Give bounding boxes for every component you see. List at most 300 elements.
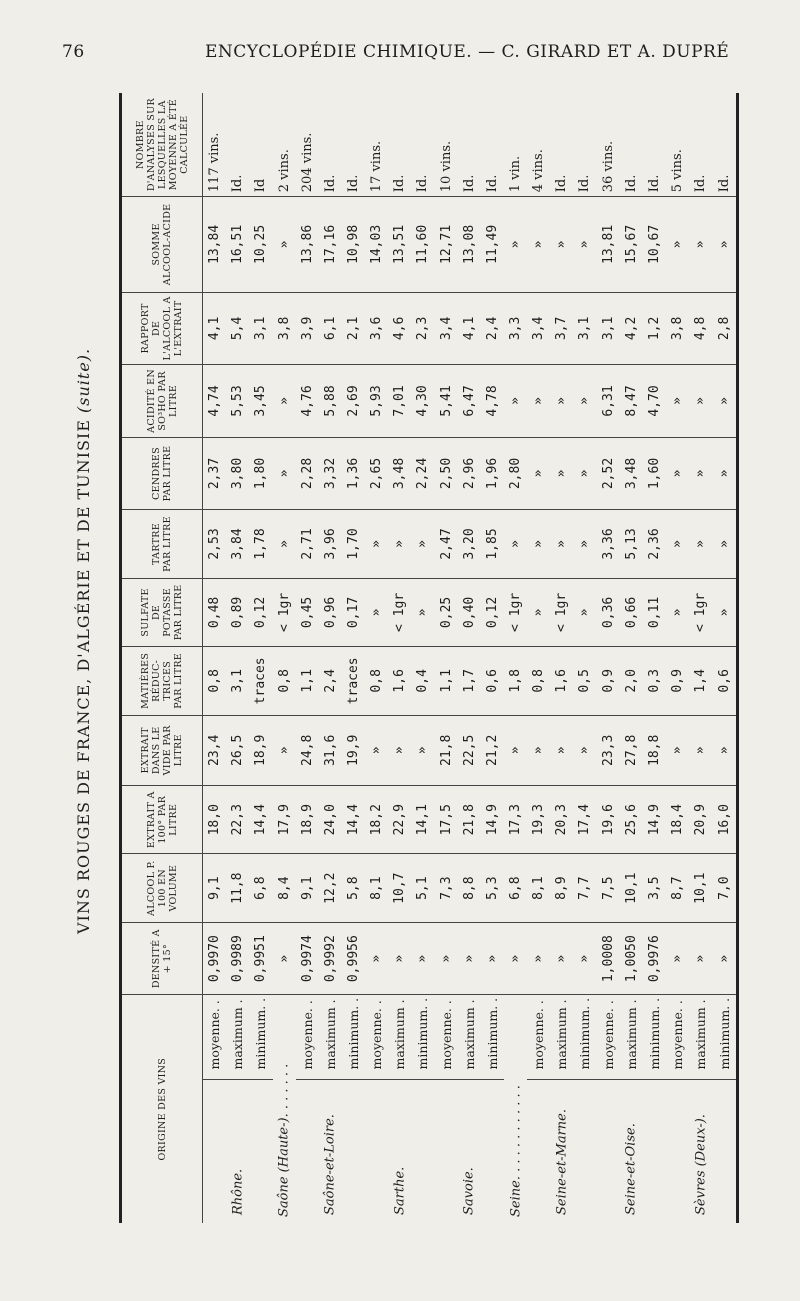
table-row [597,93,620,1223]
value-cell: 11,60 [411,197,434,292]
value-cell: 2,37 [203,437,227,510]
analysis-count-cell: 10 vins. [435,93,458,197]
value-cell: 3,48 [388,437,411,510]
value-cell: 5,93 [365,365,388,438]
statistic-label: moyenne. . [203,995,227,1080]
value-cell: 16,51 [226,197,249,292]
origin-name: Seine. . . . . . . . . . . . [508,1085,523,1217]
value-cell: » [573,437,596,510]
value-cell: 0,12 [481,578,504,646]
column-header: ALCOOL P. 100 EN VOLUME [121,854,203,922]
origin-name: Savoie. [461,1167,477,1215]
analysis-count-cell: Id [249,93,272,197]
value-cell: » [712,437,737,510]
value-cell: 31,6 [319,715,342,785]
value-cell: 2,36 [643,510,666,578]
value-cell: 0,11 [643,578,666,646]
table-row [388,93,411,1223]
statistic-label: moyenne. . [435,995,458,1080]
value-cell: » [411,578,434,646]
value-cell: 15,67 [620,197,643,292]
analysis-count-cell: Id. [620,93,643,197]
value-cell: » [550,922,573,995]
table-row [365,93,388,1223]
value-cell: » [504,510,527,578]
value-cell: 1,0050 [620,922,643,995]
analysis-count-cell: 17 vins. [365,93,388,197]
value-cell: 2,52 [597,437,620,510]
value-cell: 1,2 [643,292,666,365]
value-cell: traces [249,647,272,715]
value-cell: 7,0 [712,854,737,922]
value-cell: 7,01 [388,365,411,438]
value-cell: 19,9 [342,715,365,785]
value-cell: 6,8 [504,854,527,922]
value-cell: 0,8 [203,647,227,715]
value-cell: » [273,437,296,510]
statistic-label: moyenne. . [365,995,388,1080]
value-cell: 12,71 [435,197,458,292]
value-cell: 26,5 [226,715,249,785]
value-cell: 23,3 [597,715,620,785]
value-cell: 0,3 [643,647,666,715]
value-cell: 2,3 [411,292,434,365]
value-cell: 21,8 [435,715,458,785]
value-cell: » [666,437,689,510]
value-cell: 4,2 [620,292,643,365]
value-cell: 20,9 [689,786,712,854]
page-number: 76 [62,42,85,62]
value-cell: 0,36 [597,578,620,646]
value-cell: 8,7 [666,854,689,922]
value-cell: 4,1 [203,292,227,365]
value-cell: 3,96 [319,510,342,578]
value-cell: 22,3 [226,786,249,854]
value-cell: 0,9976 [643,922,666,995]
value-cell: 3,9 [296,292,319,365]
value-cell: 2,47 [435,510,458,578]
value-cell: 1,7 [458,647,481,715]
header-row [121,93,203,1223]
value-cell: 3,1 [226,647,249,715]
value-cell: » [527,365,550,438]
value-cell: 0,12 [249,578,272,646]
value-cell: 2,71 [296,510,319,578]
value-cell: 3,80 [226,437,249,510]
origin-cell [597,1080,666,1223]
table-title-suffix: (suite). [74,347,93,413]
value-cell: 0,45 [296,578,319,646]
table-title-main: VINS ROUGES DE FRANCE, D'ALGÉRIE ET DE TUNISIE [74,419,93,934]
value-cell: » [411,715,434,785]
analysis-count-cell: 204 vins. [296,93,319,197]
value-cell: 10,98 [342,197,365,292]
value-cell: 3,45 [249,365,272,438]
value-cell: » [712,922,737,995]
value-cell: 0,89 [226,578,249,646]
value-cell: 1,8 [504,647,527,715]
column-header: EXTRAIT DANS LE VIDE PAR LITRE [121,715,203,785]
value-cell: 3,5 [643,854,666,922]
value-cell: 0,9992 [319,922,342,995]
table-row [712,93,737,1223]
table-row [481,93,504,1223]
value-cell: 2,8 [712,292,737,365]
statistic-label: maximum . [620,995,643,1080]
value-cell: » [273,715,296,785]
value-cell: 8,1 [527,854,550,922]
value-cell: 17,16 [319,197,342,292]
value-cell: » [273,922,296,995]
value-cell: » [666,365,689,438]
value-cell: 18,4 [666,786,689,854]
value-cell: 7,5 [597,854,620,922]
value-cell: » [712,578,737,646]
value-cell: » [411,510,434,578]
value-cell: 8,8 [458,854,481,922]
value-cell: 4,30 [411,365,434,438]
value-cell: » [573,922,596,995]
origin-cell [527,1080,596,1223]
wine-analysis-table-frame [119,93,739,1223]
value-cell: 18,9 [249,715,272,785]
value-cell: » [365,922,388,995]
value-cell: 11,49 [481,197,504,292]
value-cell: » [689,715,712,785]
value-cell: » [527,437,550,510]
value-cell: 1,96 [481,437,504,510]
value-cell: 0,4 [411,647,434,715]
value-cell: 20,3 [550,786,573,854]
value-cell: » [550,365,573,438]
value-cell: 8,9 [550,854,573,922]
value-cell: 5,13 [620,510,643,578]
column-header: MATIÈRES RÉDUC-TRICES PAR LITRE [121,647,203,715]
value-cell: 1,78 [249,510,272,578]
value-cell: 19,3 [527,786,550,854]
statistic-label: maximum . [458,995,481,1080]
value-cell: » [550,437,573,510]
value-cell: 0,66 [620,578,643,646]
statistic-label: maximum . [319,995,342,1080]
value-cell: » [388,922,411,995]
table-row [620,93,643,1223]
value-cell: » [388,715,411,785]
table-row [273,93,296,1223]
value-cell: < 1gr [504,578,527,646]
table-row [226,93,249,1223]
table-row [203,93,227,1223]
value-cell: 3,8 [666,292,689,365]
value-cell: 0,17 [342,578,365,646]
statistic-label: minimum. . [249,995,272,1080]
table-row [666,93,689,1223]
origin-cell [504,995,527,1223]
column-header: CENDRES PAR LITRE [121,437,203,510]
value-cell: 5,4 [226,292,249,365]
value-cell: 16,0 [712,786,737,854]
running-title: ENCYCLOPÉDIE CHIMIQUE. — C. GIRARD ET A. DUPRÉ [205,42,730,62]
value-cell: 6,47 [458,365,481,438]
value-cell: 1,6 [550,647,573,715]
value-cell: 4,78 [481,365,504,438]
value-cell: » [689,197,712,292]
column-header: SOMME ALCOOL-ACIDE [121,197,203,292]
analysis-count-cell: 2 vins. [273,93,296,197]
value-cell: » [273,510,296,578]
value-cell: » [365,578,388,646]
value-cell: 2,0 [620,647,643,715]
value-cell: » [504,922,527,995]
analysis-count-cell: Id. [226,93,249,197]
value-cell: 5,53 [226,365,249,438]
table-row [296,93,319,1223]
statistic-label: minimum. . [643,995,666,1080]
value-cell: 2,24 [411,437,434,510]
value-cell: 1,80 [249,437,272,510]
value-cell: » [458,922,481,995]
value-cell: » [689,510,712,578]
value-cell: » [388,510,411,578]
value-cell: 2,1 [342,292,365,365]
value-cell: » [411,922,434,995]
table-row [458,93,481,1223]
wine-analysis-table [119,93,739,1223]
value-cell: 1,1 [435,647,458,715]
value-cell: 13,84 [203,197,227,292]
value-cell: » [273,365,296,438]
table-row [643,93,666,1223]
value-cell: 17,9 [273,786,296,854]
column-header: ORIGINE DES VINS [121,995,203,1223]
value-cell: » [666,197,689,292]
value-cell: 17,3 [504,786,527,854]
value-cell: » [573,510,596,578]
table-row [411,93,434,1223]
value-cell: » [712,197,737,292]
value-cell: 2,4 [481,292,504,365]
table-row [504,93,527,1223]
value-cell: 18,9 [296,786,319,854]
value-cell: 4,74 [203,365,227,438]
value-cell: » [504,197,527,292]
statistic-label: moyenne. . [666,995,689,1080]
table-row [319,93,342,1223]
column-header: ACIDITÉ EN SO³HO PAR LITRE [121,365,203,438]
value-cell: < 1gr [388,578,411,646]
value-cell: 5,8 [342,854,365,922]
value-cell: 2,50 [435,437,458,510]
value-cell: 3,84 [226,510,249,578]
value-cell: 10,25 [249,197,272,292]
value-cell: 0,48 [203,578,227,646]
origin-name: Seine-et-Marne. [554,1109,570,1215]
analysis-count-cell: 36 vins. [597,93,620,197]
value-cell: » [435,922,458,995]
value-cell: 1,0008 [597,922,620,995]
analysis-count-cell: Id. [550,93,573,197]
value-cell: 4,6 [388,292,411,365]
analysis-count-cell: Id. [573,93,596,197]
value-cell: 0,9 [666,647,689,715]
origin-cell [296,1080,365,1223]
value-cell: 22,9 [388,786,411,854]
table-row [573,93,596,1223]
statistic-label: minimum. . [712,995,737,1080]
value-cell: » [689,437,712,510]
value-cell: 3,4 [527,292,550,365]
value-cell: 3,48 [620,437,643,510]
value-cell: 10,7 [388,854,411,922]
statistic-label: maximum . [550,995,573,1080]
value-cell: 0,8 [527,647,550,715]
value-cell: 2,69 [342,365,365,438]
analysis-count-cell: Id. [319,93,342,197]
origin-name: Seine-et-Oise. [623,1123,639,1215]
analysis-count-cell: Id. [342,93,365,197]
value-cell: » [504,715,527,785]
value-cell: » [573,715,596,785]
value-cell: » [712,715,737,785]
value-cell: 7,3 [435,854,458,922]
value-cell: < 1gr [689,578,712,646]
value-cell: 5,3 [481,854,504,922]
value-cell: 14,9 [643,786,666,854]
analysis-count-cell: 4 vins. [527,93,550,197]
value-cell: 23,4 [203,715,227,785]
value-cell: 25,6 [620,786,643,854]
statistic-label: moyenne. . [527,995,550,1080]
value-cell: 3,36 [597,510,620,578]
origin-cell [435,1080,504,1223]
value-cell: 24,0 [319,786,342,854]
value-cell: < 1gr [273,578,296,646]
value-cell: 10,1 [689,854,712,922]
origin-cell [365,1080,434,1223]
value-cell: 21,2 [481,715,504,785]
value-cell: » [666,578,689,646]
value-cell: 14,03 [365,197,388,292]
column-header: NOMBRE D'ANALYSES SUR LESQUELLES LA MOYENNE A ÉTÉ CALCULÉE [121,93,203,197]
statistic-label: moyenne. . [597,995,620,1080]
value-cell: 0,5 [573,647,596,715]
value-cell: » [550,197,573,292]
origin-name: Saône (Haute-). . . . . . . [276,1063,292,1217]
value-cell: 9,1 [203,854,227,922]
value-cell: 0,8 [365,647,388,715]
table-row [527,93,550,1223]
value-cell: 0,9 [597,647,620,715]
value-cell: » [712,510,737,578]
value-cell: » [527,510,550,578]
origin-cell [203,1080,273,1223]
value-cell: 24,8 [296,715,319,785]
value-cell: 3,7 [550,292,573,365]
value-cell: 3,1 [573,292,596,365]
analysis-count-cell: 117 vins. [203,93,227,197]
value-cell: 2,53 [203,510,227,578]
analysis-count-cell: Id. [411,93,434,197]
value-cell: 5,41 [435,365,458,438]
statistic-label: minimum. . [481,995,504,1080]
value-cell: 1,6 [388,647,411,715]
value-cell: 2,96 [458,437,481,510]
value-cell: » [573,578,596,646]
page-header [0,38,800,68]
analysis-count-cell: Id. [712,93,737,197]
value-cell: 2,65 [365,437,388,510]
value-cell: 5,1 [411,854,434,922]
analysis-count-cell: Id. [689,93,712,197]
value-cell: » [666,715,689,785]
column-header: EXTRAIT A 100° PAR LITRE [121,786,203,854]
value-cell: 0,9974 [296,922,319,995]
value-cell: 0,96 [319,578,342,646]
statistic-label: minimum. . [411,995,434,1080]
table-row [249,93,272,1223]
value-cell: 0,9989 [226,922,249,995]
value-cell: 21,8 [458,786,481,854]
value-cell: 3,1 [597,292,620,365]
value-cell: 1,70 [342,510,365,578]
value-cell: 3,3 [504,292,527,365]
value-cell: » [365,510,388,578]
value-cell: 13,86 [296,197,319,292]
value-cell: 0,9951 [249,922,272,995]
value-cell: » [527,715,550,785]
value-cell: 2,80 [504,437,527,510]
value-cell: 6,8 [249,854,272,922]
value-cell: 14,4 [249,786,272,854]
table-row [689,93,712,1223]
value-cell: 1,1 [296,647,319,715]
value-cell: 1,36 [342,437,365,510]
value-cell: 0,6 [712,647,737,715]
table-row [550,93,573,1223]
value-cell: » [527,197,550,292]
value-cell: 22,5 [458,715,481,785]
value-cell: 13,08 [458,197,481,292]
value-cell: 0,9970 [203,922,227,995]
origin-name: Sèvres (Deux-). [693,1114,709,1215]
value-cell: 13,81 [597,197,620,292]
statistic-label: maximum . [226,995,249,1080]
statistic-label: maximum . [689,995,712,1080]
value-cell: 8,47 [620,365,643,438]
table-title [74,348,93,934]
value-cell: 0,9956 [342,922,365,995]
value-cell: 0,8 [273,647,296,715]
value-cell: » [273,197,296,292]
table-row [435,93,458,1223]
statistic-label: minimum. . [573,995,596,1080]
value-cell: 12,2 [319,854,342,922]
value-cell: 7,7 [573,854,596,922]
value-cell: < 1gr [550,578,573,646]
value-cell: 1,85 [481,510,504,578]
value-cell: » [527,922,550,995]
value-cell: 19,6 [597,786,620,854]
value-cell: » [689,365,712,438]
value-cell: 11,8 [226,854,249,922]
table-body [203,93,738,1223]
value-cell: 2,4 [319,647,342,715]
value-cell: » [481,922,504,995]
column-header: RAPPORT DE L'ALCOOL A L'EXTRAIT [121,292,203,365]
value-cell: » [666,922,689,995]
column-header: DENSITÉ A + 15° [121,922,203,995]
value-cell: 9,1 [296,854,319,922]
